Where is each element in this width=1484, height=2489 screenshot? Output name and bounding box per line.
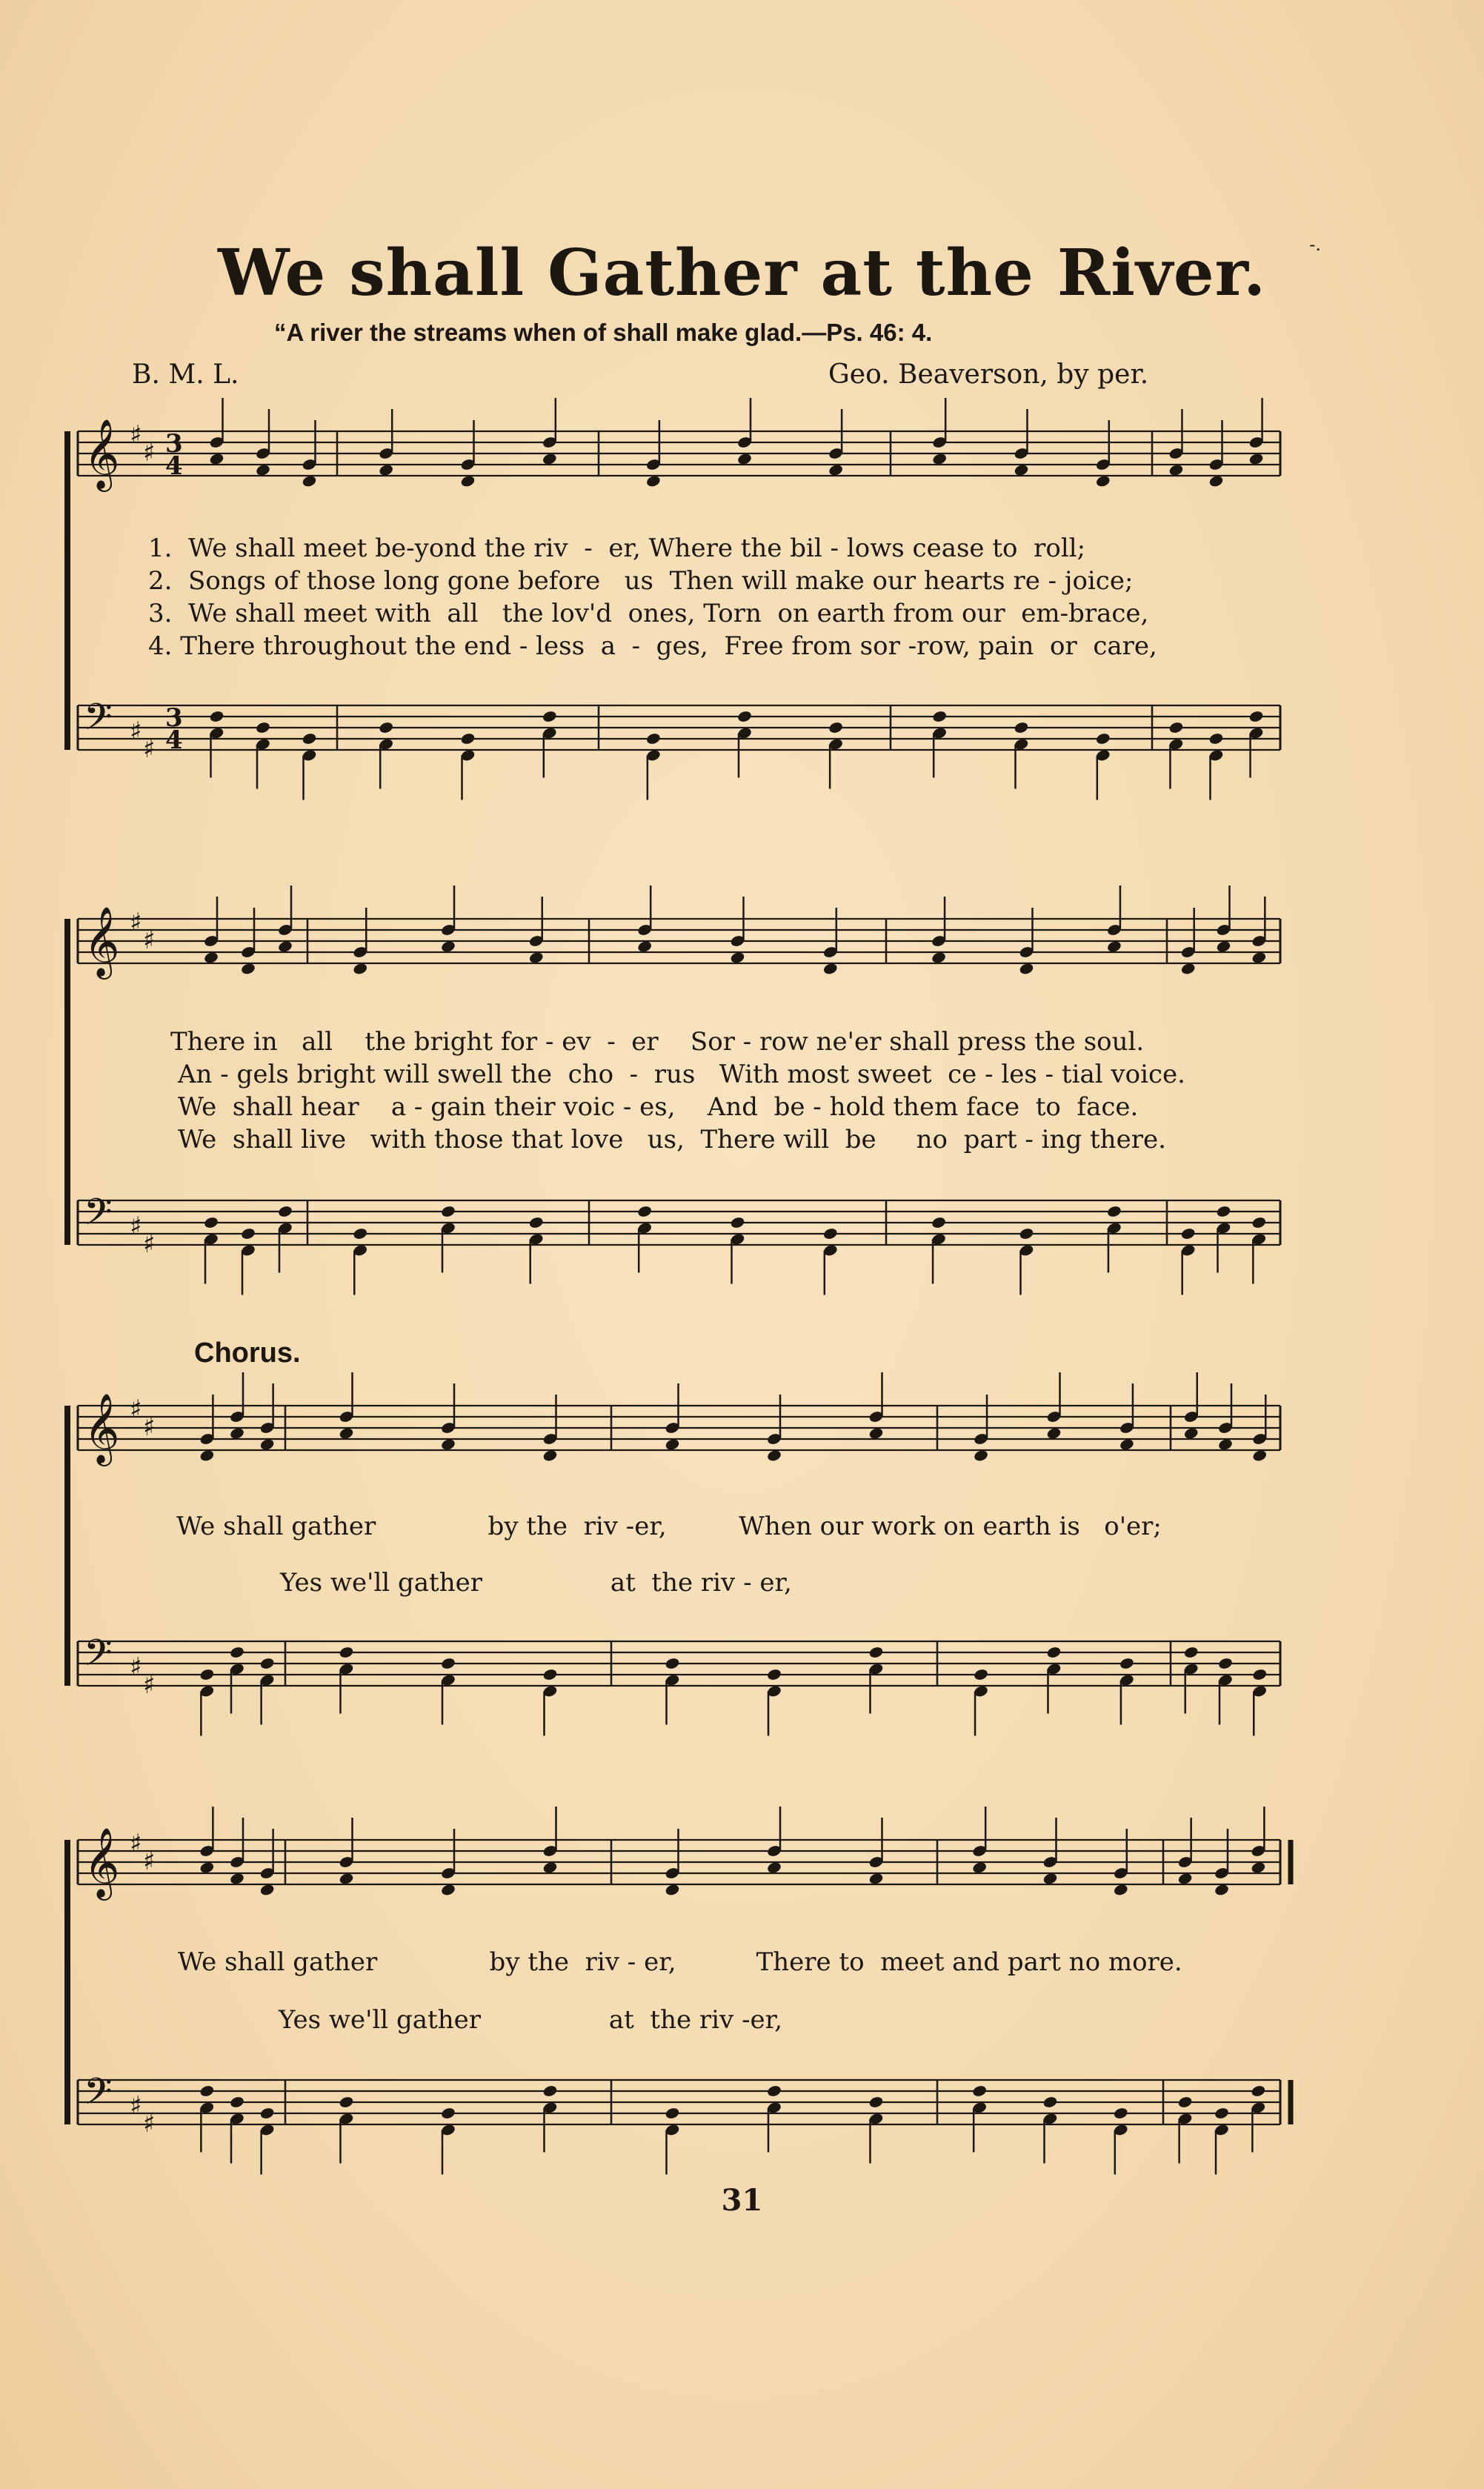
bass-clef: 𝄢 (84, 1632, 113, 1684)
treble-clef: 𝄞 (84, 1393, 120, 1463)
treble-clef: 𝄞 (84, 1827, 120, 1898)
notehead (1095, 732, 1111, 745)
notehead (259, 2107, 275, 2120)
notehead (828, 721, 843, 734)
notehead (1119, 1657, 1134, 1670)
notehead (665, 2107, 680, 2120)
notehead (240, 1227, 256, 1240)
verse-2-line-1: 2. Songs of those long gone before us Then will make our hearts re - joice; (148, 566, 1134, 596)
notehead (822, 1227, 838, 1240)
sharp-sign: ♯ (143, 926, 156, 955)
notehead (972, 2084, 988, 2098)
verse-3-line-1: 3. We shall meet with all the lov'd ones, Torn on earth from our em-brace, (148, 599, 1149, 628)
hymn-title: We shall Gather at the River. (217, 236, 1267, 310)
notehead (259, 1657, 275, 1670)
sharp-sign: ♯ (130, 1395, 142, 1424)
notehead (973, 1668, 988, 1681)
notehead (1177, 2096, 1193, 2109)
time-signature: 4 (165, 725, 183, 755)
treble-clef: 𝄞 (84, 419, 120, 489)
sharp-sign: ♯ (130, 908, 142, 937)
scripture-epigraph: “A river the streams when of shall make glad.—Ps. 46: 4. (274, 319, 933, 346)
notehead (199, 2084, 215, 2098)
sharp-sign: ♯ (143, 2109, 156, 2139)
notehead (766, 2084, 782, 2098)
notehead (199, 1668, 215, 1681)
notehead (542, 710, 557, 723)
time-signature: 3 (165, 429, 183, 459)
notehead (1168, 721, 1184, 734)
notehead (277, 1205, 293, 1218)
notehead (353, 1227, 368, 1240)
system-brace (64, 1840, 70, 2124)
notehead (1208, 732, 1224, 745)
system-brace (64, 431, 70, 750)
sharp-sign: ♯ (143, 1229, 156, 1259)
sharp-sign: ♯ (130, 1652, 142, 1682)
notehead (1248, 710, 1264, 723)
notehead (736, 710, 752, 723)
notehead (1046, 1646, 1062, 1659)
notehead (1217, 1657, 1233, 1670)
notehead (637, 1205, 653, 1218)
sharp-sign: ♯ (130, 1212, 142, 1241)
sharp-sign: ♯ (130, 2091, 142, 2121)
notehead (1019, 1227, 1034, 1240)
notehead (1216, 1205, 1231, 1218)
notehead (203, 1216, 219, 1229)
notehead (440, 1205, 456, 1218)
notehead (209, 710, 224, 723)
notehead (1252, 1668, 1268, 1681)
verse-1-line-2: There in all the bright for - ev - er Sor - row ne'er shall press the soul. (170, 1027, 1145, 1057)
sharp-sign: ♯ (130, 1829, 142, 1858)
notehead (931, 1216, 946, 1229)
verse-4-line-1: 4. There throughout the end - less a - ges, Free from sor -row, pain or care, (148, 631, 1157, 661)
notehead (528, 1216, 544, 1229)
sharp-sign: ♯ (130, 717, 142, 746)
notehead (542, 2084, 558, 2098)
page-number: 31 (721, 2183, 763, 2218)
system-brace (64, 919, 70, 1245)
composer-credit: Geo. Beaverson, by per. (828, 359, 1149, 390)
lyricist-credit: B. M. L. (132, 359, 239, 390)
notehead (339, 2096, 354, 2109)
chorus-1-soprano-lyrics: We shall gather by the riv -er, When our work on earth is o'er; (176, 1512, 1162, 1541)
notehead (1042, 2096, 1058, 2109)
notehead (1183, 1646, 1199, 1659)
verse-2-line-2: An - gels bright will swell the cho - rus With most sweet ce - les - tial voice. (178, 1060, 1185, 1089)
notehead (1251, 1216, 1267, 1229)
notehead (440, 1657, 456, 1670)
notehead (460, 732, 476, 745)
notehead (339, 1646, 354, 1659)
verse-3-line-2: We shall hear a - gain their voic - es, And be - hold them face to face. (178, 1092, 1139, 1122)
notehead (730, 1216, 745, 1229)
sharp-sign: ♯ (130, 420, 142, 450)
verse-4-line-2: We shall live with those that love us, There will be no part - ing there. (178, 1125, 1166, 1154)
verse-1-line-1: 1. We shall meet be-yond the riv - er, Where the bil - lows cease to roll; (148, 534, 1086, 563)
notehead (1180, 1227, 1196, 1240)
chorus-2-soprano-lyrics: We shall gather by the riv - er, There to meet and part no more. (178, 1947, 1182, 1977)
time-signature: 4 (165, 451, 183, 481)
system-brace (64, 1406, 70, 1686)
notehead (1214, 2107, 1229, 2120)
time-signature: 3 (165, 703, 183, 733)
notehead (1251, 2084, 1266, 2098)
treble-clef: 𝄞 (84, 906, 120, 977)
notehead (868, 1646, 884, 1659)
notehead (665, 1657, 680, 1670)
bass-clef: 𝄢 (84, 1191, 113, 1243)
sharp-sign: ♯ (143, 1670, 156, 1700)
notehead (766, 1668, 782, 1681)
notehead (229, 1646, 244, 1659)
notehead (1014, 721, 1029, 734)
notehead (868, 2096, 884, 2109)
bass-clef: 𝄢 (84, 696, 113, 748)
sharp-sign: ♯ (143, 1847, 156, 1876)
notehead (932, 710, 948, 723)
notehead (1113, 2107, 1128, 2120)
notehead (379, 721, 394, 734)
sharp-sign: ♯ (143, 734, 156, 764)
notehead (542, 1668, 558, 1681)
bass-clef: 𝄢 (84, 2070, 113, 2122)
sharp-sign: ♯ (143, 438, 156, 468)
notehead (229, 2096, 244, 2109)
notehead (440, 2107, 456, 2120)
notehead (1106, 1205, 1122, 1218)
chorus-2-bass-lyrics: Yes we'll gather at the riv -er, (279, 2005, 782, 2035)
notehead (255, 721, 270, 734)
chorus-1-bass-lyrics: Yes we'll gather at the riv - er, (280, 1568, 792, 1598)
notehead (645, 732, 661, 745)
notehead (302, 732, 317, 745)
sharp-sign: ♯ (143, 1412, 156, 1442)
chorus-label: Chorus. (194, 1337, 301, 1369)
corner-mark: -. (1309, 234, 1321, 255)
